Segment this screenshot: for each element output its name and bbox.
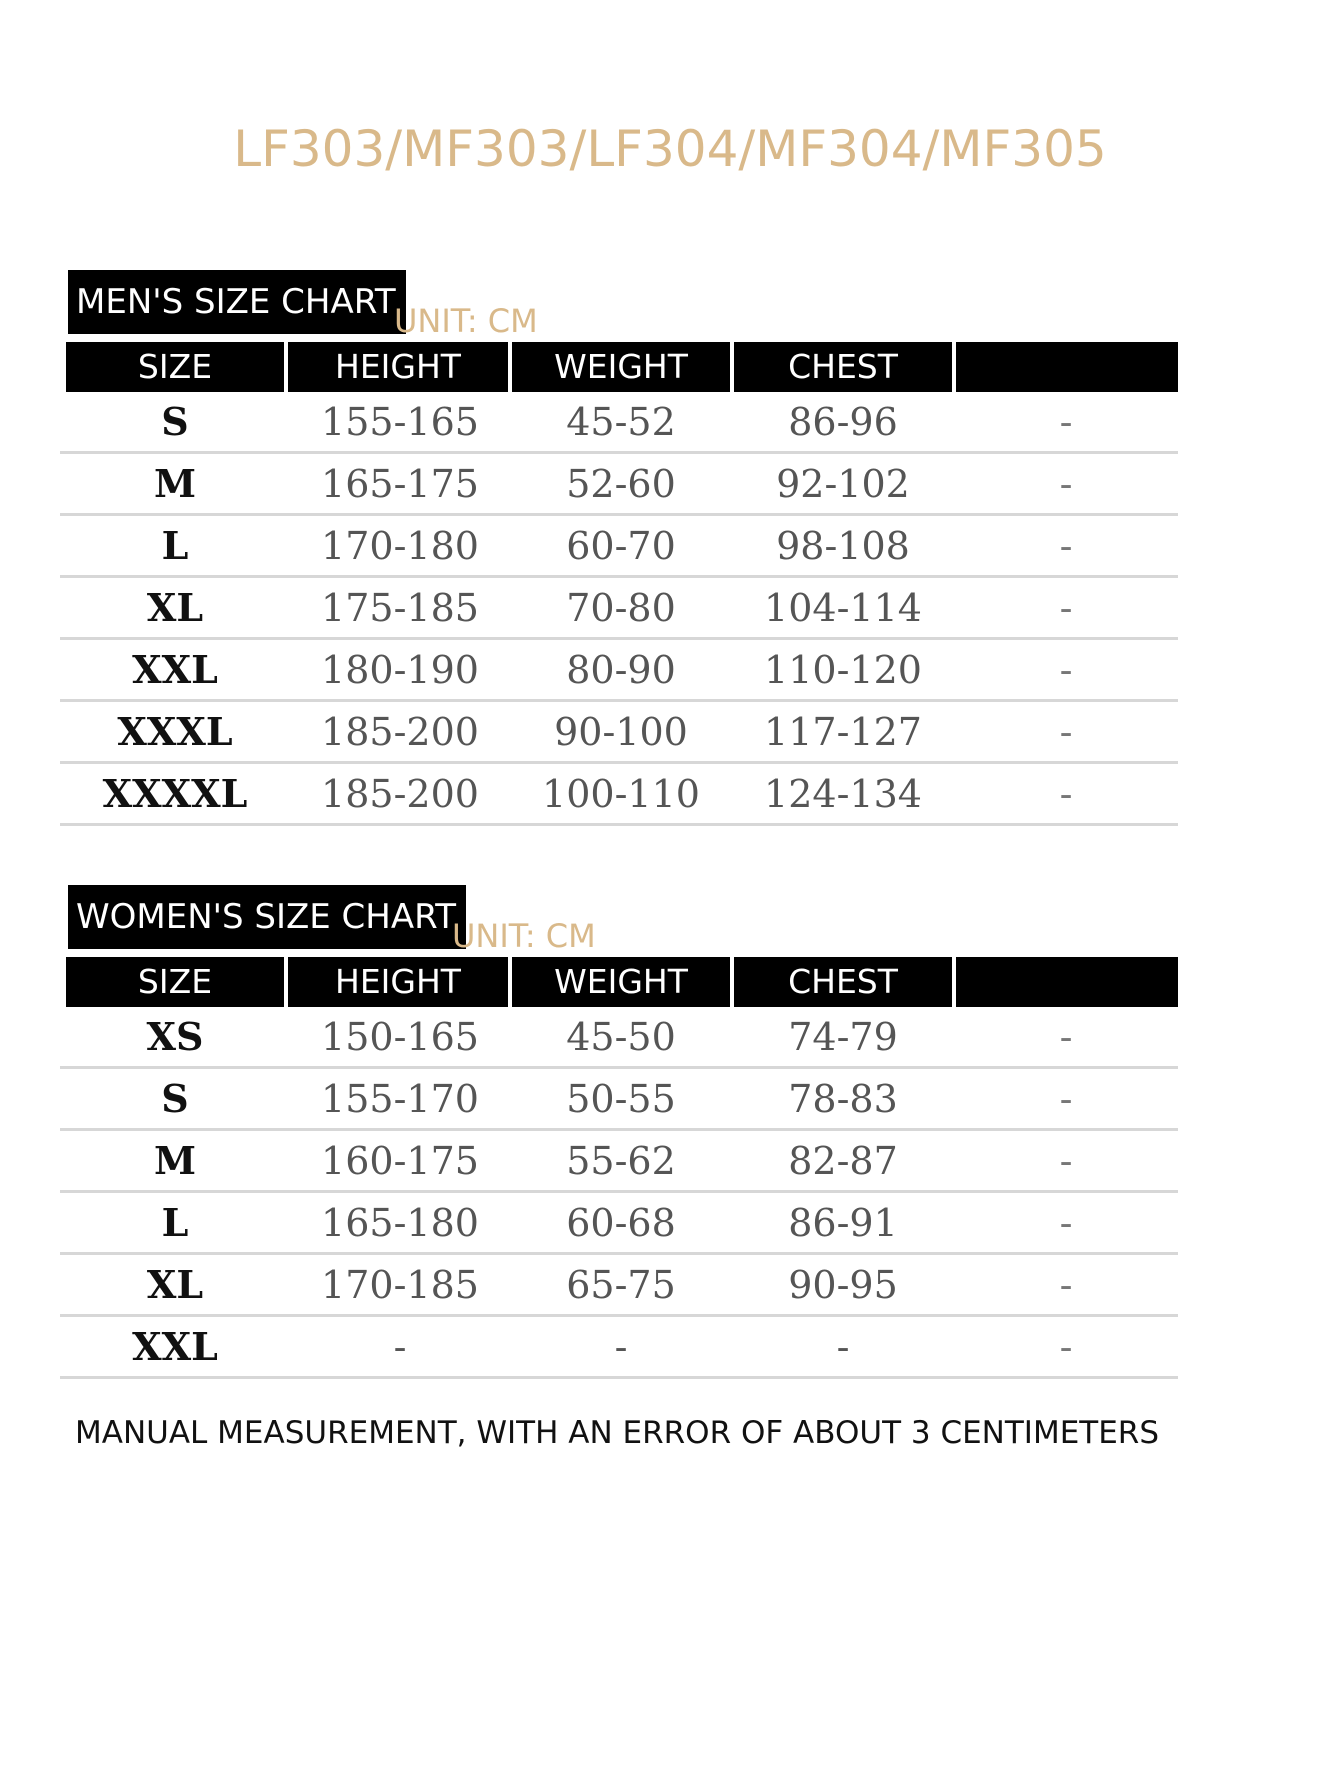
cell-chest: 82-87 xyxy=(788,1138,898,1183)
cell-weight: 60-70 xyxy=(566,523,676,568)
cell-chest: 74-79 xyxy=(788,1014,898,1059)
cell-chest: 86-91 xyxy=(788,1200,898,1245)
cell-extra: - xyxy=(1059,585,1073,630)
cell-weight: - xyxy=(614,1324,628,1369)
cell-weight: 70-80 xyxy=(566,585,676,630)
cell-height: 155-170 xyxy=(321,1076,479,1121)
cell-weight: 65-75 xyxy=(566,1262,676,1307)
cell-chest: 98-108 xyxy=(776,523,910,568)
cell-height: 170-180 xyxy=(321,523,479,568)
cell-chest: 124-134 xyxy=(764,771,922,816)
header-blank xyxy=(956,342,1178,392)
cell-size: XL xyxy=(146,585,204,630)
cell-extra: - xyxy=(1059,1076,1073,1121)
cell-chest: 86-96 xyxy=(788,399,898,444)
men-table-header xyxy=(66,342,1178,392)
header-size: SIZE xyxy=(66,957,284,1007)
table-row xyxy=(60,454,1178,516)
cell-height: 150-165 xyxy=(321,1014,479,1059)
header-height: HEIGHT xyxy=(288,342,508,392)
women-table-body xyxy=(60,1007,1178,1379)
cell-size: S xyxy=(161,1076,189,1121)
cell-weight: 45-52 xyxy=(566,399,676,444)
cell-chest: 90-95 xyxy=(788,1262,898,1307)
cell-weight: 52-60 xyxy=(566,461,676,506)
cell-extra: - xyxy=(1059,709,1073,754)
cell-chest: 117-127 xyxy=(764,709,922,754)
cell-weight: 100-110 xyxy=(542,771,700,816)
cell-extra: - xyxy=(1059,1138,1073,1183)
table-row xyxy=(60,640,1178,702)
cell-height: 165-175 xyxy=(321,461,479,506)
cell-height: 185-200 xyxy=(321,771,479,816)
cell-weight: 60-68 xyxy=(566,1200,676,1245)
table-row xyxy=(60,1193,1178,1255)
cell-height: 165-180 xyxy=(321,1200,479,1245)
cell-chest: 110-120 xyxy=(764,647,922,692)
cell-size: M xyxy=(153,1138,197,1183)
cell-size: XXL xyxy=(132,1324,218,1369)
cell-size: L xyxy=(161,1200,189,1245)
cell-extra: - xyxy=(1059,1262,1073,1307)
cell-weight: 55-62 xyxy=(566,1138,676,1183)
table-row xyxy=(60,1255,1178,1317)
table-row xyxy=(60,1007,1178,1069)
cell-extra: - xyxy=(1059,461,1073,506)
cell-chest: 78-83 xyxy=(788,1076,898,1121)
cell-extra: - xyxy=(1059,399,1073,444)
men-chart-label: MEN'S SIZE CHART xyxy=(68,270,406,334)
cell-height: 185-200 xyxy=(321,709,479,754)
table-row xyxy=(60,1069,1178,1131)
men-table-body xyxy=(60,392,1178,826)
cell-extra: - xyxy=(1059,647,1073,692)
table-row xyxy=(60,702,1178,764)
cell-height: 160-175 xyxy=(321,1138,479,1183)
cell-weight: 80-90 xyxy=(566,647,676,692)
header-chest: CHEST xyxy=(734,342,952,392)
cell-extra: - xyxy=(1059,1324,1073,1369)
cell-chest: 92-102 xyxy=(776,461,910,506)
page-title: LF303/MF303/LF304/MF304/MF305 xyxy=(233,120,1107,178)
header-weight: WEIGHT xyxy=(512,342,730,392)
header-height: HEIGHT xyxy=(288,957,508,1007)
cell-weight: 45-50 xyxy=(566,1014,676,1059)
measurement-footnote: MANUAL MEASUREMENT, WITH AN ERROR OF ABOUT 3 CENTIMETERS xyxy=(75,1415,1160,1451)
women-unit-label: UNIT: CM xyxy=(452,917,596,955)
women-chart-label: WOMEN'S SIZE CHART xyxy=(68,885,466,949)
header-size: SIZE xyxy=(66,342,284,392)
cell-weight: 50-55 xyxy=(566,1076,676,1121)
cell-extra: - xyxy=(1059,771,1073,816)
table-row xyxy=(60,1131,1178,1193)
table-row xyxy=(60,578,1178,640)
women-table-header xyxy=(66,957,1178,1007)
cell-chest: - xyxy=(836,1324,850,1369)
cell-size: S xyxy=(161,399,189,444)
cell-height: 170-185 xyxy=(321,1262,479,1307)
men-unit-label: UNIT: CM xyxy=(394,302,538,340)
header-blank xyxy=(956,957,1178,1007)
table-row xyxy=(60,392,1178,454)
cell-size: M xyxy=(153,461,197,506)
cell-extra: - xyxy=(1059,1200,1073,1245)
table-row xyxy=(60,1317,1178,1379)
cell-size: L xyxy=(161,523,189,568)
cell-size: XXXL xyxy=(117,709,233,754)
cell-height: 175-185 xyxy=(321,585,479,630)
cell-height: 155-165 xyxy=(321,399,479,444)
table-row xyxy=(60,764,1178,826)
header-chest: CHEST xyxy=(734,957,952,1007)
cell-size: XXXXL xyxy=(102,771,248,816)
cell-height: 180-190 xyxy=(321,647,479,692)
header-weight: WEIGHT xyxy=(512,957,730,1007)
cell-size: XS xyxy=(146,1014,204,1059)
cell-size: XXL xyxy=(132,647,218,692)
cell-weight: 90-100 xyxy=(554,709,688,754)
cell-chest: 104-114 xyxy=(764,585,922,630)
cell-extra: - xyxy=(1059,523,1073,568)
cell-extra: - xyxy=(1059,1014,1073,1059)
table-row xyxy=(60,516,1178,578)
cell-height: - xyxy=(393,1324,407,1369)
cell-size: XL xyxy=(146,1262,204,1307)
